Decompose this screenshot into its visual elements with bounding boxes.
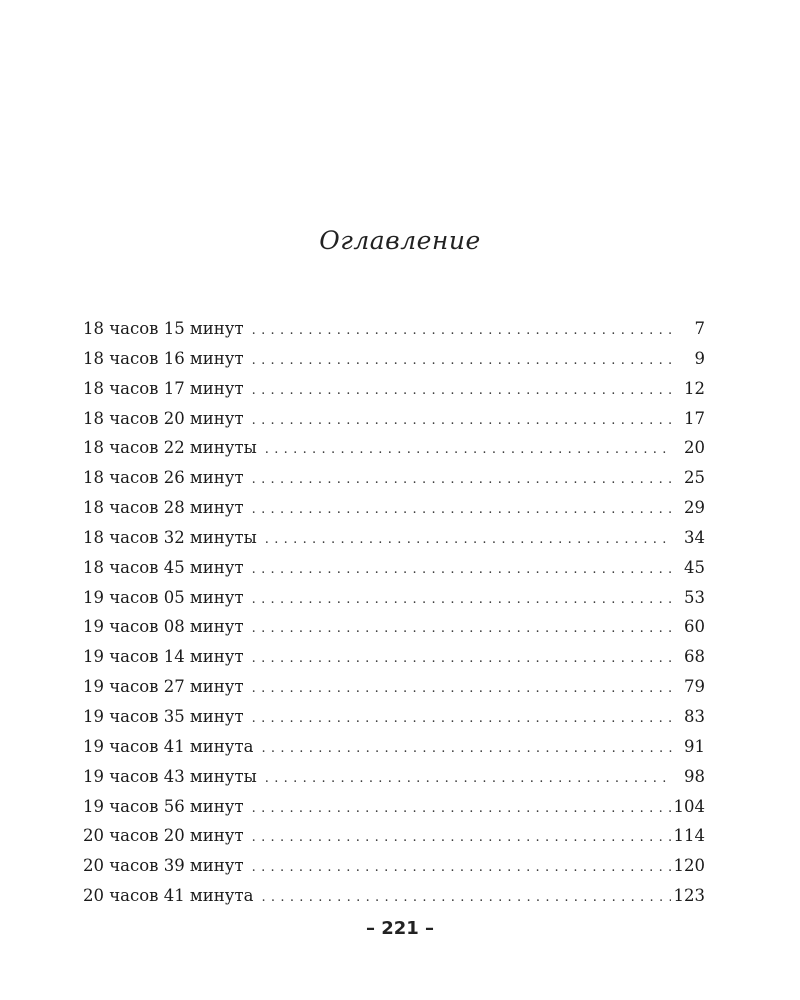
toc-entry <box>83 881 705 911</box>
toc-entry-label: 18 часов 22 минуты <box>83 438 257 458</box>
dot-leader <box>265 525 672 555</box>
toc-entry-page: 20 <box>684 438 705 458</box>
toc-entry <box>83 314 705 344</box>
toc-entry <box>83 762 705 792</box>
toc-entry-page: 114 <box>673 826 705 846</box>
toc-entry-label: 18 часов 16 минут <box>83 348 244 368</box>
dot-leader <box>252 406 672 436</box>
toc-entry-label: 20 часов 39 минут <box>83 856 244 876</box>
toc-entry <box>83 612 705 642</box>
toc-entry <box>83 463 705 493</box>
toc-entry-label: 18 часов 28 минут <box>83 498 244 518</box>
toc-entry-page: 17 <box>684 408 705 428</box>
toc-entry-page: 83 <box>684 706 705 726</box>
dot-leader <box>261 883 670 913</box>
toc-entry-page: 53 <box>684 587 705 607</box>
toc-entry <box>83 493 705 523</box>
dot-leader <box>252 376 672 406</box>
toc-entry-label: 19 часов 56 минут <box>83 796 244 816</box>
page-number: – 221 – <box>365 918 435 939</box>
toc-entry <box>83 583 705 613</box>
toc-entry <box>83 374 705 404</box>
toc-entry-page: 68 <box>684 647 705 667</box>
dot-leader <box>252 346 672 376</box>
dot-leader <box>252 555 672 585</box>
dot-leader <box>252 465 672 495</box>
toc-entry-label: 20 часов 20 минут <box>83 826 244 846</box>
toc-entry-page: 34 <box>684 527 705 547</box>
dot-leader <box>265 435 672 465</box>
toc-entry-page: 79 <box>684 677 705 697</box>
toc-entry-page: 120 <box>673 856 705 876</box>
toc-entry-page: 9 <box>694 348 705 368</box>
dot-leader <box>252 853 671 883</box>
toc-entry-label: 20 часов 41 минута <box>83 886 254 906</box>
dot-leader <box>265 764 672 794</box>
toc-entry-label: 19 часов 43 минуты <box>83 766 257 786</box>
dot-leader <box>252 704 672 734</box>
toc-entry-label: 19 часов 05 минут <box>83 587 244 607</box>
dot-leader <box>252 823 671 853</box>
toc-entry <box>83 523 705 553</box>
toc-entry <box>83 433 705 463</box>
toc-entry-page: 25 <box>684 468 705 488</box>
toc-entry-label: 18 часов 17 минут <box>83 378 244 398</box>
toc-entry-label: 19 часов 14 минут <box>83 647 244 667</box>
toc-entry <box>83 344 705 374</box>
toc-entry-label: 19 часов 08 минут <box>83 617 244 637</box>
dot-leader <box>252 614 672 644</box>
toc-entry <box>83 553 705 583</box>
dot-leader <box>252 495 672 525</box>
toc-entry <box>83 672 705 702</box>
toc-entry-label: 18 часов 20 минут <box>83 408 244 428</box>
toc-entry-page: 45 <box>684 557 705 577</box>
toc-entry-page: 123 <box>673 886 705 906</box>
table-of-contents <box>83 314 705 911</box>
toc-entry <box>83 702 705 732</box>
toc-entry-label: 19 часов 35 минут <box>83 706 244 726</box>
toc-entry-label: 19 часов 41 минута <box>83 736 254 756</box>
toc-entry-page: 91 <box>684 736 705 756</box>
toc-entry-page: 12 <box>684 378 705 398</box>
toc-entry <box>83 404 705 434</box>
toc-entry <box>83 851 705 881</box>
dot-leader <box>252 585 672 615</box>
toc-entry-page: 60 <box>684 617 705 637</box>
page-title: Оглавление <box>319 226 481 255</box>
dot-leader <box>252 644 672 674</box>
toc-entry <box>83 732 705 762</box>
toc-entry-label: 19 часов 27 минут <box>83 677 244 697</box>
toc-entry-label: 18 часов 45 минут <box>83 557 244 577</box>
dot-leader <box>252 794 671 824</box>
dot-leader <box>252 316 672 346</box>
toc-entry-page: 104 <box>673 796 705 816</box>
dot-leader <box>261 734 672 764</box>
toc-entry-page: 29 <box>684 498 705 518</box>
toc-entry-label: 18 часов 26 минут <box>83 468 244 488</box>
toc-entry-page: 7 <box>694 319 705 338</box>
toc-entry <box>83 642 705 672</box>
dot-leader <box>252 674 672 704</box>
toc-entry-label: 18 часов 15 минут <box>83 319 244 338</box>
toc-entry-label: 18 часов 32 минуты <box>83 527 257 547</box>
toc-entry-page: 98 <box>684 766 705 786</box>
toc-entry <box>83 821 705 851</box>
toc-entry <box>83 792 705 822</box>
